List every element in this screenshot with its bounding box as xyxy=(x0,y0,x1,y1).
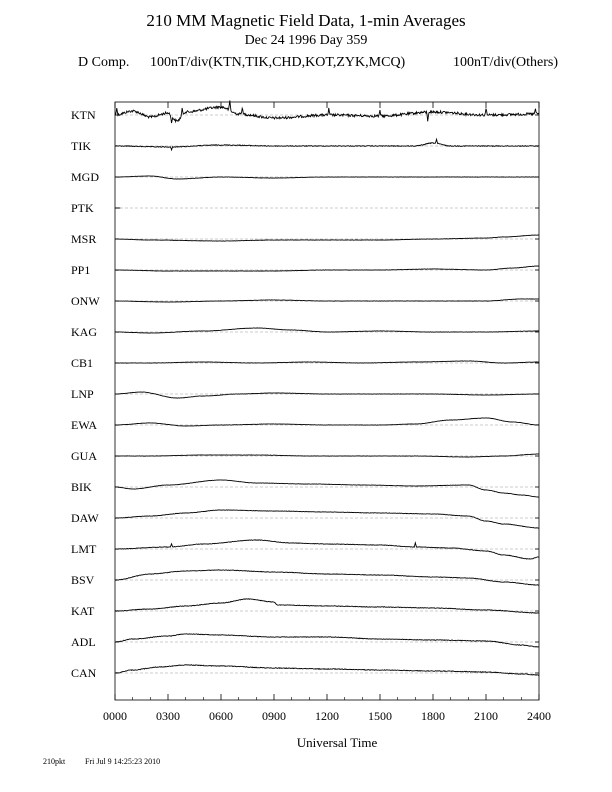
trace-tik xyxy=(115,139,539,150)
xtick-label-0000: 0000 xyxy=(103,709,127,723)
trace-gua xyxy=(115,454,539,457)
trace-bik xyxy=(115,480,539,497)
component-label: D Comp. xyxy=(78,55,130,70)
trace-pp1 xyxy=(115,266,539,271)
station-label-bsv: BSV xyxy=(71,573,95,587)
xtick-label-0300: 0300 xyxy=(156,709,180,723)
scale-secondary-label: 100nT/div(Others) xyxy=(453,55,558,70)
station-label-ktn: KTN xyxy=(71,108,96,122)
footer-timestamp: Fri Jul 9 14:25:23 2010 xyxy=(85,757,161,766)
xtick-label-2400: 2400 xyxy=(527,709,551,723)
station-label-kag: KAG xyxy=(71,325,97,339)
trace-daw xyxy=(115,510,539,528)
trace-bsv xyxy=(115,570,539,585)
station-label-mgd: MGD xyxy=(71,170,100,184)
xtick-label-0900: 0900 xyxy=(262,709,286,723)
footer-program: 210pkt xyxy=(43,757,66,766)
station-label-ewa: EWA xyxy=(71,418,97,432)
trace-onw xyxy=(115,299,539,302)
trace-can xyxy=(115,665,539,676)
date-subtitle: Dec 24 1996 Day 359 xyxy=(244,33,368,48)
trace-lmt xyxy=(115,540,539,559)
xtick-label-1200: 1200 xyxy=(315,709,339,723)
trace-msr xyxy=(115,235,539,241)
station-label-tik: TIK xyxy=(71,139,91,153)
xtick-label-2100: 2100 xyxy=(474,709,498,723)
station-label-bik: BIK xyxy=(71,480,92,494)
station-label-can: CAN xyxy=(71,666,97,680)
xtick-label-1500: 1500 xyxy=(368,709,392,723)
station-label-lmt: LMT xyxy=(71,542,97,556)
station-label-cb1: CB1 xyxy=(71,356,94,370)
trace-mgd xyxy=(115,176,539,179)
station-label-lnp: LNP xyxy=(71,387,94,401)
xtick-label-1800: 1800 xyxy=(421,709,445,723)
trace-lnp xyxy=(115,392,539,398)
station-label-gua: GUA xyxy=(71,449,97,463)
page-title: 210 MM Magnetic Field Data, 1-min Averages xyxy=(146,11,466,30)
station-label-onw: ONW xyxy=(71,294,100,308)
x-axis-title: Universal Time xyxy=(296,735,378,750)
station-label-adl: ADL xyxy=(71,635,96,649)
station-label-ptk: PTK xyxy=(71,201,94,215)
plot-frame xyxy=(115,102,539,700)
trace-kag xyxy=(115,328,539,333)
station-label-pp1: PP1 xyxy=(71,263,91,277)
scale-primary-label: 100nT/div(KTN,TIK,CHD,KOT,ZYK,MCQ) xyxy=(150,55,406,70)
xtick-label-0600: 0600 xyxy=(209,709,233,723)
station-label-msr: MSR xyxy=(71,232,97,246)
station-label-daw: DAW xyxy=(71,511,99,525)
station-label-kat: KAT xyxy=(71,604,95,618)
trace-adl xyxy=(115,634,539,647)
